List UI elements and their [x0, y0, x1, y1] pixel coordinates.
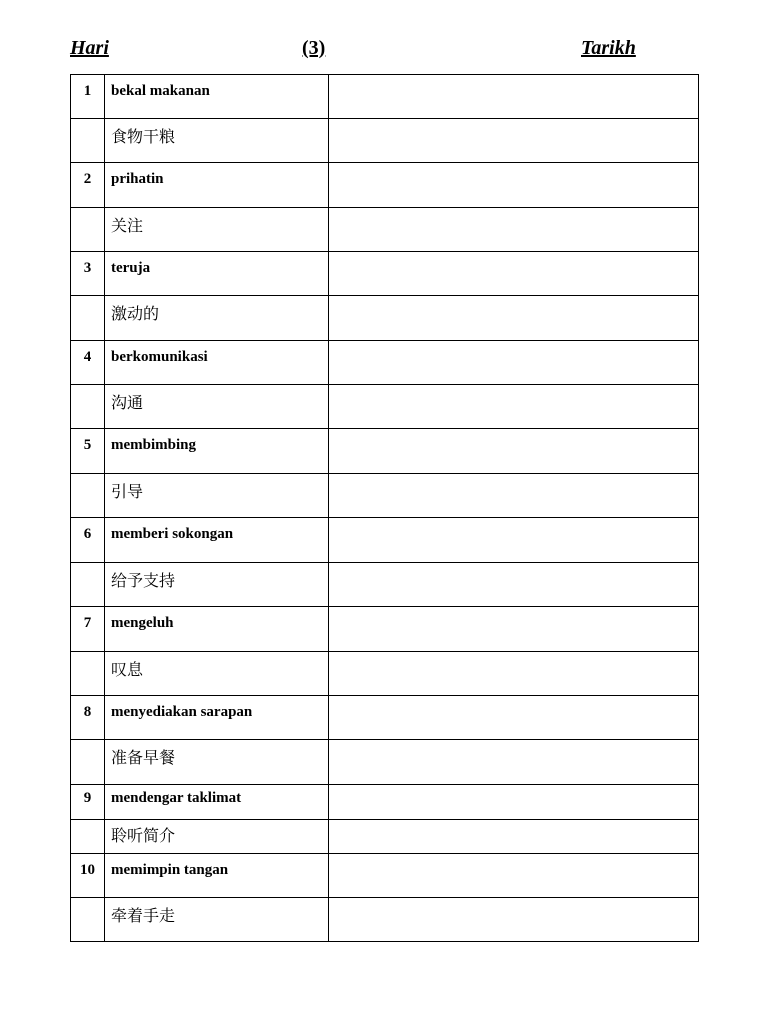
answer-cell[interactable]	[329, 652, 699, 696]
table-row	[71, 474, 699, 518]
empty-number-cell	[71, 898, 105, 942]
malay-word: prihatin	[105, 163, 329, 208]
answer-cell[interactable]	[329, 119, 699, 163]
malay-word: berkomunikasi	[105, 341, 329, 385]
answer-cell[interactable]	[329, 518, 699, 563]
empty-number-cell	[71, 296, 105, 341]
table-row	[71, 518, 699, 563]
chinese-word: 激动的	[105, 296, 329, 341]
answer-cell[interactable]	[329, 341, 699, 385]
table-row	[71, 607, 699, 652]
chinese-word: 聆听简介	[105, 820, 329, 854]
empty-number-cell	[71, 119, 105, 163]
table-row	[71, 429, 699, 474]
row-number: 8	[71, 696, 105, 740]
malay-word: teruja	[105, 252, 329, 296]
chinese-word: 引导	[105, 474, 329, 518]
row-number: 6	[71, 518, 105, 563]
malay-word: menyediakan sarapan	[105, 696, 329, 740]
table-row	[71, 296, 699, 341]
answer-cell[interactable]	[329, 854, 699, 898]
malay-word: mendengar taklimat	[105, 785, 329, 820]
malay-word: memberi sokongan	[105, 518, 329, 563]
chinese-word: 沟通	[105, 385, 329, 429]
chinese-word: 叹息	[105, 652, 329, 696]
chinese-word: 关注	[105, 208, 329, 252]
table-row	[71, 696, 699, 740]
empty-number-cell	[71, 740, 105, 785]
answer-cell[interactable]	[329, 563, 699, 607]
empty-number-cell	[71, 563, 105, 607]
answer-cell[interactable]	[329, 208, 699, 252]
table-row	[71, 75, 699, 119]
row-number: 7	[71, 607, 105, 652]
answer-cell[interactable]	[329, 785, 699, 820]
answer-cell[interactable]	[329, 898, 699, 942]
malay-word: memimpin tangan	[105, 854, 329, 898]
row-number: 1	[71, 75, 105, 119]
answer-cell[interactable]	[329, 696, 699, 740]
answer-cell[interactable]	[329, 820, 699, 854]
table-row	[71, 740, 699, 785]
answer-cell[interactable]	[329, 75, 699, 119]
day-label: Hari	[70, 37, 109, 59]
chinese-word: 牵着手走	[105, 898, 329, 942]
date-label: Tarikh	[581, 37, 636, 59]
malay-word: mengeluh	[105, 607, 329, 652]
empty-number-cell	[71, 652, 105, 696]
answer-cell[interactable]	[329, 163, 699, 208]
empty-number-cell	[71, 474, 105, 518]
table-row	[71, 854, 699, 898]
table-row	[71, 898, 699, 942]
table-row	[71, 208, 699, 252]
table-row	[71, 385, 699, 429]
answer-cell[interactable]	[329, 385, 699, 429]
row-number: 2	[71, 163, 105, 208]
table-row	[71, 820, 699, 854]
chinese-word: 准备早餐	[105, 740, 329, 785]
chinese-word: 给予支持	[105, 563, 329, 607]
row-number: 10	[71, 854, 105, 898]
answer-cell[interactable]	[329, 429, 699, 474]
table-row	[71, 785, 699, 820]
malay-word: membimbing	[105, 429, 329, 474]
table-row	[71, 163, 699, 208]
worksheet-header	[0, 34, 768, 64]
table-row	[71, 119, 699, 163]
row-number: 9	[71, 785, 105, 820]
answer-cell[interactable]	[329, 607, 699, 652]
vocabulary-table	[70, 74, 699, 942]
empty-number-cell	[71, 820, 105, 854]
table-row	[71, 652, 699, 696]
worksheet-number: (3)	[302, 37, 326, 59]
empty-number-cell	[71, 385, 105, 429]
row-number: 4	[71, 341, 105, 385]
row-number: 5	[71, 429, 105, 474]
row-number: 3	[71, 252, 105, 296]
chinese-word: 食物干粮	[105, 119, 329, 163]
answer-cell[interactable]	[329, 252, 699, 296]
table-row	[71, 341, 699, 385]
empty-number-cell	[71, 208, 105, 252]
answer-cell[interactable]	[329, 474, 699, 518]
answer-cell[interactable]	[329, 740, 699, 785]
table-row	[71, 252, 699, 296]
malay-word: bekal makanan	[105, 75, 329, 119]
answer-cell[interactable]	[329, 296, 699, 341]
table-row	[71, 563, 699, 607]
